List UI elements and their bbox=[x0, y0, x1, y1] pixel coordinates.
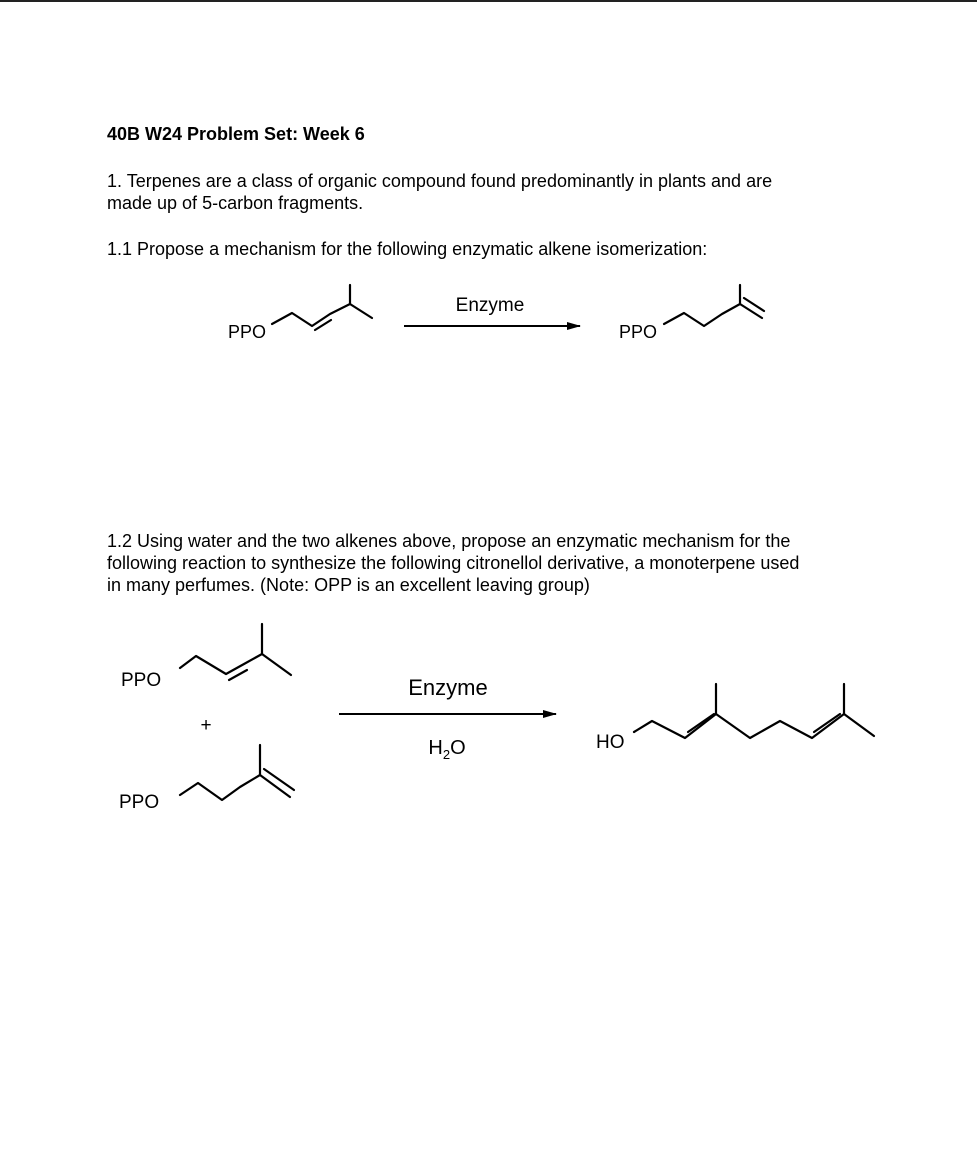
product-double-bond-2 bbox=[814, 714, 840, 732]
product-chain-bonds bbox=[634, 714, 844, 738]
reactant-chain-bonds bbox=[272, 304, 350, 326]
water-o: O bbox=[450, 737, 466, 759]
product-methyl-bond-3 bbox=[844, 714, 874, 736]
reactant-1-methyl-bond-2 bbox=[262, 654, 291, 675]
product-ho-label: HO bbox=[596, 732, 625, 753]
scheme-1-1-reagent: Enzyme bbox=[455, 295, 525, 316]
reactant-2-chain-bonds bbox=[180, 775, 260, 800]
reactant-2-methylene-bond bbox=[260, 775, 290, 797]
product-double-bond-1 bbox=[688, 714, 714, 732]
question-1-2-prompt bbox=[107, 530, 799, 596]
scheme-1-2 bbox=[119, 624, 874, 813]
water-subscript: 2 bbox=[442, 747, 451, 762]
page-title: 40B W24 Problem Set: Week 6 bbox=[107, 124, 365, 144]
scheme-1-1 bbox=[228, 285, 764, 342]
reactant-2-ppo-label: PPO bbox=[119, 792, 160, 813]
product-chain-bonds bbox=[664, 304, 740, 326]
question-1-2-line-2: following reaction to synthesize the following citronellol derivative, a monoterpene used bbox=[107, 553, 800, 573]
question-1-2-line-3: in many perfumes. (Note: OPP is an excellent leaving group) bbox=[107, 575, 590, 595]
plus-sign: + bbox=[200, 715, 212, 736]
scheme-1-2-product bbox=[596, 684, 874, 753]
scheme-1-2-reactant-1 bbox=[121, 624, 291, 691]
question-1-2-line-1: 1.2 Using water and the two alkenes above, propose an enzymatic mechanism for the bbox=[107, 531, 791, 551]
question-1-intro-line-2: made up of 5-carbon fragments. bbox=[107, 193, 364, 213]
scheme-1-1-product bbox=[619, 285, 764, 342]
reactant-1-ppo-label: PPO bbox=[121, 670, 162, 691]
reactant-2-double-bond bbox=[264, 769, 294, 790]
question-1-1-prompt: 1.1 Propose a mechanism for the following enzymatic alkene isomerization: bbox=[107, 239, 708, 259]
scheme-1-1-reactant bbox=[228, 285, 372, 342]
scheme-1-2-cosolvent bbox=[428, 737, 465, 762]
reactant-ppo-label: PPO bbox=[228, 322, 267, 342]
reactant-1-chain-bonds bbox=[180, 654, 262, 674]
water-h: H bbox=[428, 737, 443, 759]
scheme-1-2-reagent: Enzyme bbox=[408, 675, 488, 700]
scheme-1-2-reactant-2 bbox=[119, 745, 294, 813]
product-methylene-bond bbox=[740, 304, 762, 318]
product-ppo-label: PPO bbox=[619, 322, 658, 342]
reactant-methyl-bond-2 bbox=[350, 304, 372, 318]
question-1-intro-line-1: 1. Terpenes are a class of organic compound found predominantly in plants and are bbox=[107, 171, 773, 191]
